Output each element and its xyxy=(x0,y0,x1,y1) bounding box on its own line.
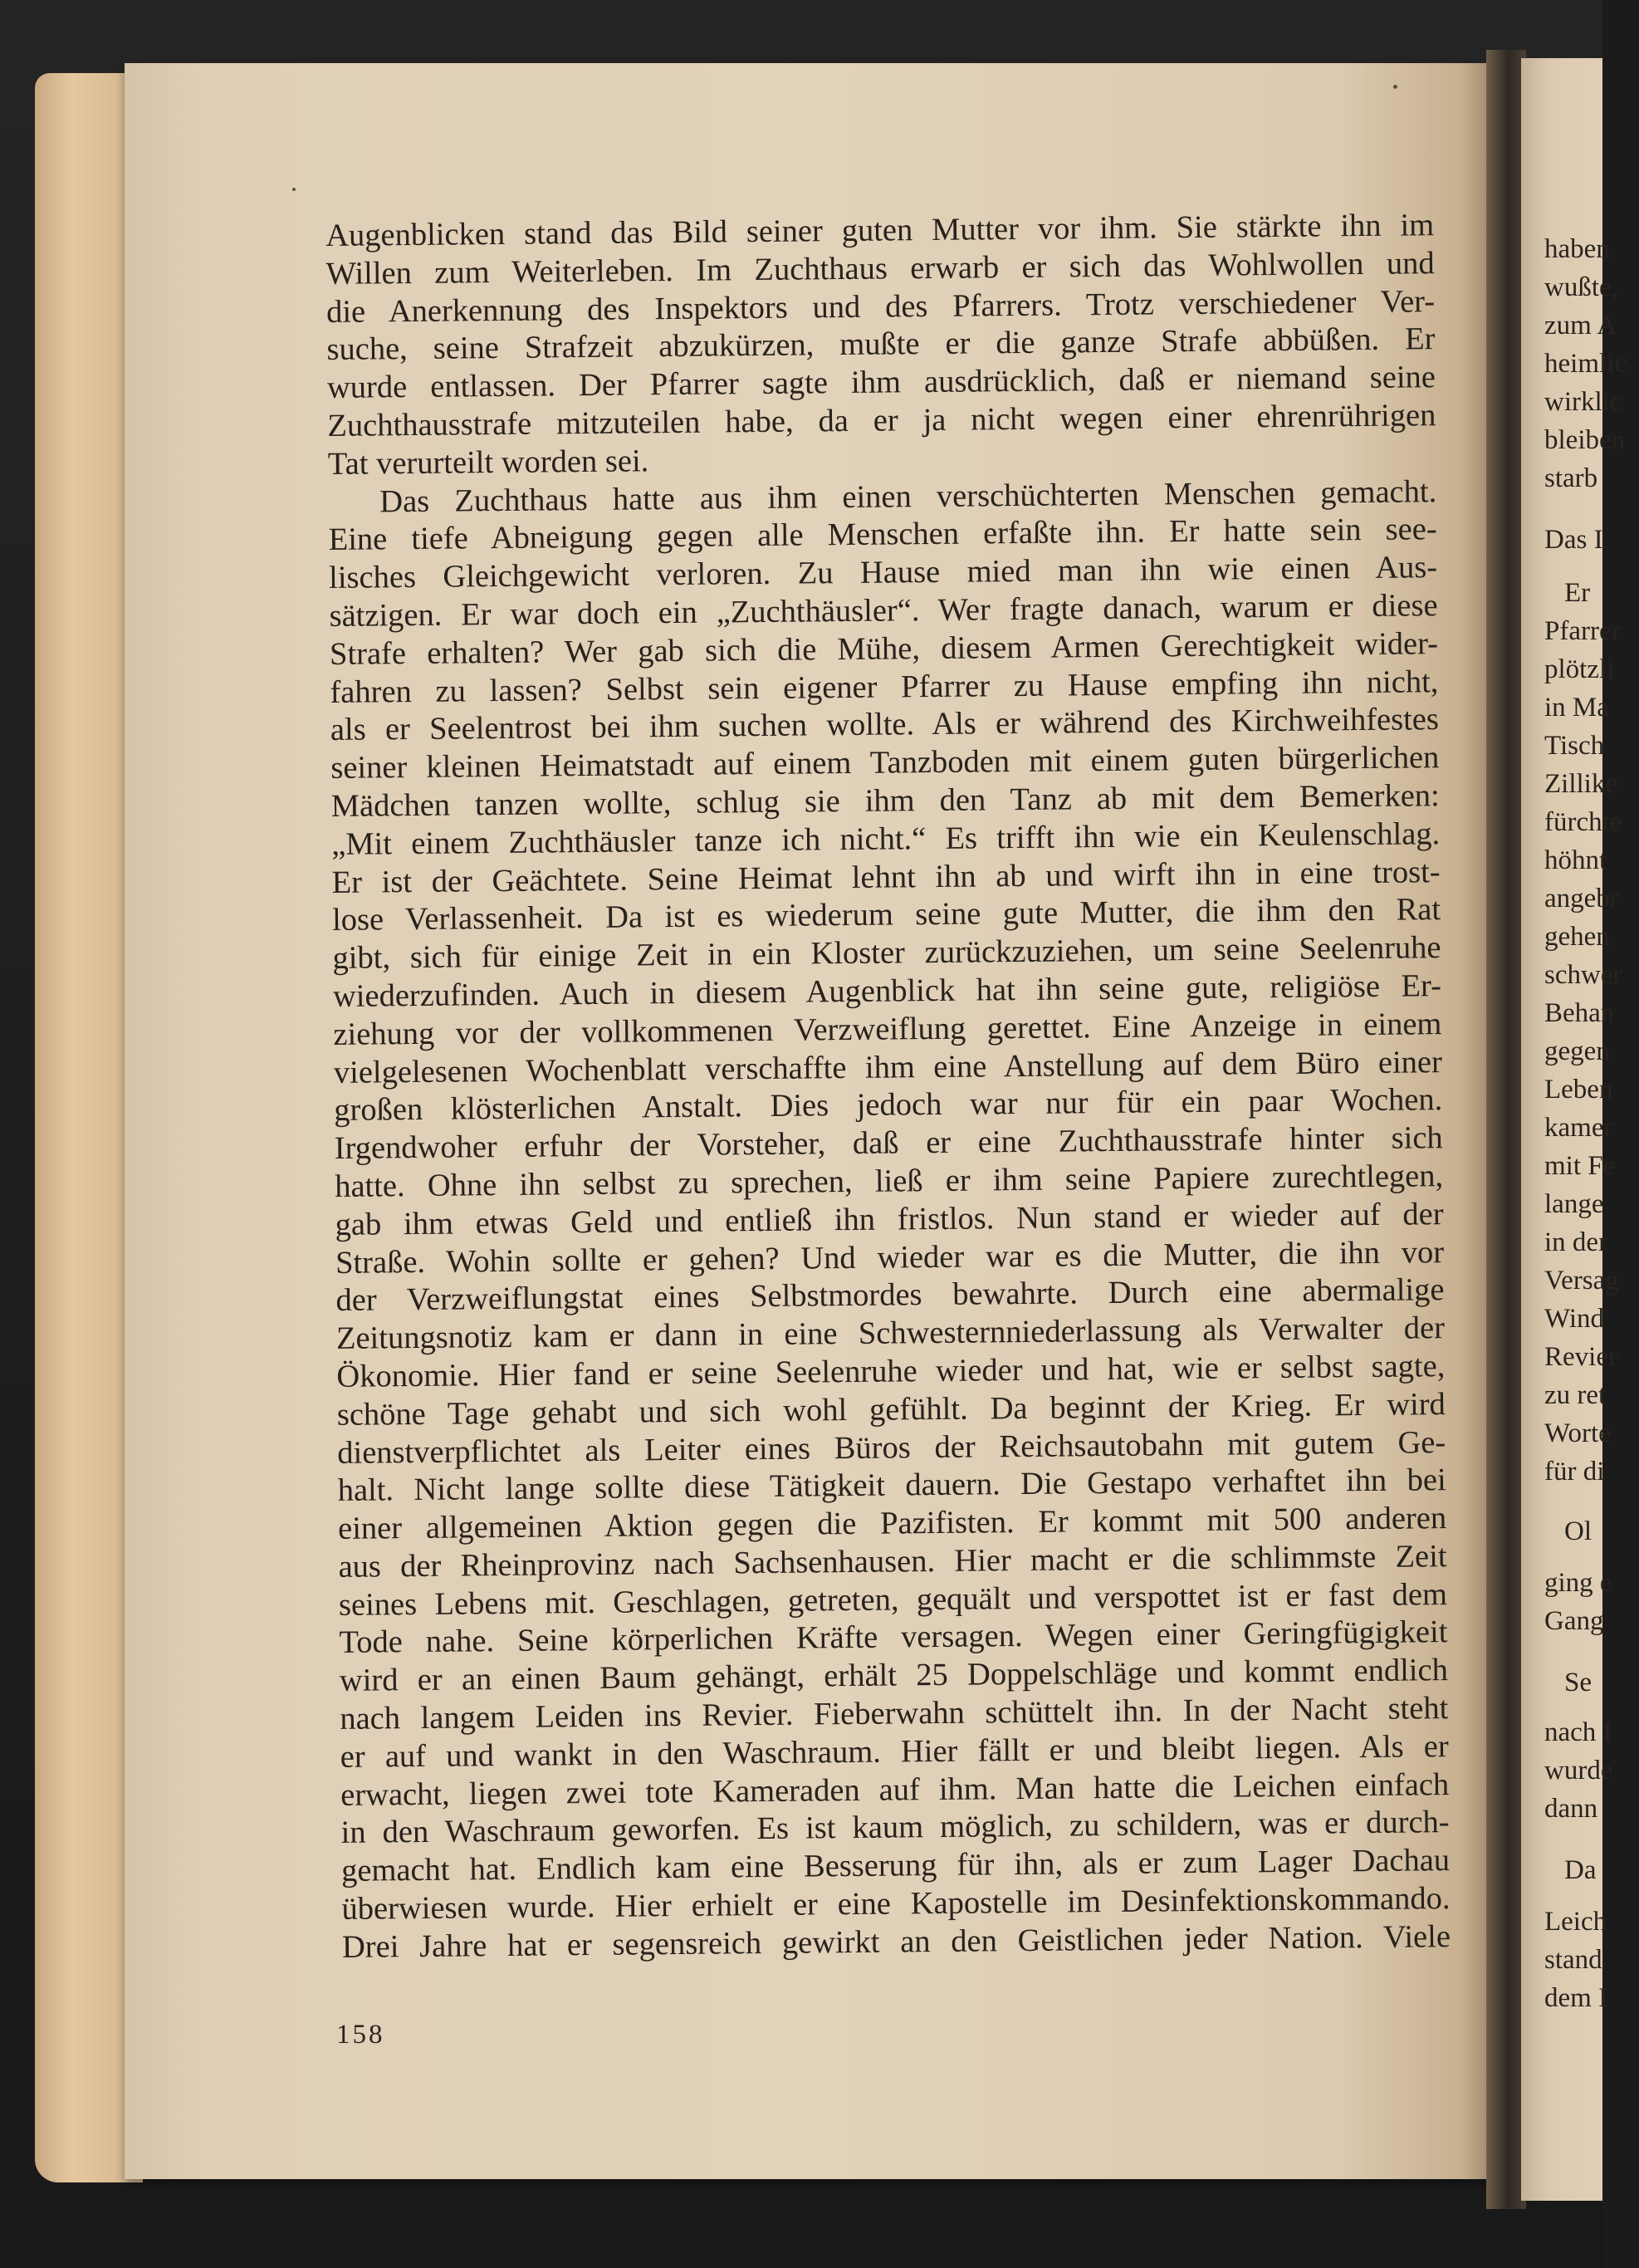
facing-page-text-fragment: für di xyxy=(1544,1457,1605,1487)
text-line: aus der Rheinprovinz nach Sachsenhausen. Hier macht er die schlimmste Zeit xyxy=(338,1539,1447,1585)
text-line: Willen zum Weiterleben. Im Zuchthaus erwarb er sich das Wohlwollen und xyxy=(325,245,1435,291)
text-line: wird er an einen Baum gehängt, erhält 25 Doppelschläge und kommt endlich xyxy=(339,1653,1449,1699)
text-line: seines Lebens mit. Geschlagen, getreten, gequält und verspottet ist er fast dem xyxy=(338,1576,1448,1623)
text-line: ziehung vor der vollkommenen Verzweiflung gerettet. Eine Anzeige in einem xyxy=(333,1006,1442,1052)
facing-page-text-fragment: Versag xyxy=(1544,1266,1619,1296)
text-line: Zeitungsnotiz kam er dann in eine Schwesternniederlassung als Verwalter der xyxy=(335,1310,1446,1357)
text-line: hatte. Ohne ihn selbst zu sprechen, ließ er ihm seine Papiere zurechtlegen, xyxy=(334,1158,1444,1204)
facing-page-text-fragment: in der xyxy=(1544,1227,1608,1257)
text-line: halt. Nicht lange sollte diese Tätigkeit dauern. Die Gestapo verhaftet ihn bei xyxy=(337,1462,1446,1509)
facing-page-text-fragment: heimlic xyxy=(1544,349,1627,379)
facing-page-text-fragment: Worte xyxy=(1544,1418,1611,1448)
text-line: Straße. Wohin sollte er gehen? Und wieder war es die Mutter, die ihn vor xyxy=(335,1234,1445,1281)
facing-page-text-fragment: schwer xyxy=(1544,960,1622,990)
facing-page-text-fragment: plötzli xyxy=(1544,654,1615,684)
text-line: in den Waschraum geworfen. Es ist kaum möglich, zu schildern, was er durch- xyxy=(340,1805,1450,1851)
facing-page-text-fragment: Das I xyxy=(1544,525,1603,555)
text-line: wiederzufinden. Auch in diesem Augenblick hat ihn seine gute, religiöse Er- xyxy=(332,968,1442,1014)
facing-page-text-fragment: dann xyxy=(1544,1794,1598,1824)
book-gutter xyxy=(1486,50,1526,2209)
text-line: „Mit einem Zuchthäusler tanze ich nicht.“ Es trifft ihn wie ein Keulenschlag. xyxy=(331,816,1441,862)
facing-page-text-fragment: dem I xyxy=(1544,1983,1608,2013)
text-line: erwacht, liegen zwei tote Kameraden auf ihm. Man hatte die Leichen einfach xyxy=(340,1766,1450,1813)
ink-speck xyxy=(1393,85,1397,89)
text-line: als er Seelentrost bei ihm suchen wollte. Als er während des Kirchweihfestes xyxy=(330,702,1440,748)
body-text xyxy=(325,207,1451,1967)
text-line: lose Verlassenheit. Da ist es wiederum seine gute Mutter, die ihm den Rat xyxy=(331,892,1441,938)
text-line: Er ist der Geächtete. Seine Heimat lehnt ihn ab und wirft ihn in eine trost- xyxy=(331,854,1441,900)
text-line: der Verzweiflungstat eines Selbstmordes bewahrte. Durch eine abermalige xyxy=(335,1272,1445,1319)
text-line: Eine tiefe Abneigung gegen alle Menschen erfaßte ihn. Er hatte sein see- xyxy=(328,512,1437,558)
facing-page-text-fragment: Er xyxy=(1564,578,1591,608)
text-line: schöne Tage gehabt und sich wohl gefühlt. Da beginnt der Krieg. Er wird xyxy=(336,1386,1446,1433)
facing-page-text-fragment: zum A xyxy=(1544,311,1617,340)
text-line: vielgelesenen Wochenblatt verschaffte ihm eine Anstellung auf dem Büro einer xyxy=(333,1044,1443,1090)
facing-page-text-fragment: wirklic xyxy=(1544,387,1622,417)
ink-speck xyxy=(292,188,296,191)
text-line: Irgendwoher erfuhr der Vorsteher, daß er eine Zuchthausstrafe hinter sich xyxy=(334,1120,1443,1167)
text-line: Strafe erhalten? Wer gab sich die Mühe, diesem Armen Gerechtigkeit wider- xyxy=(329,625,1439,672)
facing-page-text-fragment: haben xyxy=(1544,234,1610,264)
facing-page-text-fragment: Pfarrer xyxy=(1544,616,1621,646)
facing-page-text-fragment: Gang xyxy=(1544,1606,1604,1636)
text-line: gibt, sich für einige Zeit in ein Kloster zurückzuziehen, um seine Seelenruhe xyxy=(332,930,1441,977)
facing-page-text-fragment: Tisch xyxy=(1544,731,1605,761)
facing-page-text-fragment: gehen xyxy=(1544,922,1610,952)
facing-page-text-fragment: wußte, xyxy=(1544,272,1618,302)
facing-page-text-fragment: ging e xyxy=(1544,1568,1612,1598)
text-line: überwiesen wurde. Hier erhielt er eine Kapostelle im Desinfektionskommando. xyxy=(341,1881,1451,1927)
text-line: Zuchthausstrafe mitzuteilen habe, da er ja nicht wegen einer ehrenrührigen xyxy=(327,398,1436,443)
text-line: Tode nahe. Seine körperlichen Kräfte versagen. Wegen einer Geringfügigkeit xyxy=(339,1614,1448,1661)
text-line: Ökonomie. Hier fand er seine Seelenruhe wieder und hat, wie er selbst sagte, xyxy=(336,1349,1446,1394)
facing-page-text-fragment: wurde xyxy=(1544,1756,1613,1785)
facing-page-text-fragment: starb xyxy=(1544,463,1598,493)
facing-page-text-fragment: höhnt xyxy=(1544,845,1607,875)
facing-page-text-fragment: Behan xyxy=(1544,998,1615,1028)
page-number: 158 xyxy=(336,2020,385,2050)
facing-page-text-fragment: in Ma xyxy=(1544,693,1609,723)
text-line: lisches Gleichgewicht verloren. Zu Hause mied man ihn wie einen Aus- xyxy=(328,550,1438,596)
text-line: Tat verurteilt worden sei. xyxy=(327,443,649,482)
paragraph-start-line: Das Zuchthaus hatte aus ihm einen verschüchterten Menschen gemacht. xyxy=(379,473,1437,519)
text-line: dienstverpflichtet als Leiter eines Büros der Reichsautobahn mit gutem Ge- xyxy=(337,1424,1446,1471)
text-line: Augenblicken stand das Bild seiner guten Mutter vor ihm. Sie stärkte ihn im xyxy=(325,208,1435,253)
text-line: Mädchen tanzen wollte, schlug sie ihm den Tanz ab mit dem Bemerken: xyxy=(330,778,1440,824)
text-line: Drei Jahre hat er segensreich gewirkt an den Geistlichen jeder Nation. Viele xyxy=(341,1918,1451,1965)
facing-page-text-fragment: Zillike xyxy=(1544,769,1617,799)
text-line: einer allgemeinen Aktion gegen die Pazifisten. Er kommt mit 500 anderen xyxy=(337,1501,1447,1547)
text-line: er auf und wankt in den Waschraum. Hier fällt er und bleibt liegen. Als er xyxy=(340,1728,1449,1775)
facing-page-text-fragment: Ol xyxy=(1564,1516,1592,1546)
facing-page-text-fragment: Leich xyxy=(1544,1907,1607,1937)
text-line: gab ihm etwas Geld und entließ ihn fristlos. Nun stand er wieder auf der xyxy=(335,1196,1444,1242)
text-line: gemacht hat. Endlich kam eine Besserung für ihn, als er zum Lager Dachau xyxy=(340,1843,1451,1889)
text-line: seiner kleinen Heimatstadt auf einem Tanzboden mit einem guten bürgerlichen xyxy=(330,740,1440,786)
next-page-edge xyxy=(1521,58,1627,2201)
text-line: fahren zu lassen? Selbst sein eigener Pfarrer zu Hause empfing ihn nicht, xyxy=(330,664,1439,710)
facing-page-text-fragment: Leben xyxy=(1544,1075,1613,1105)
facing-page-text-fragment: zu ret xyxy=(1544,1380,1607,1410)
facing-page-text-fragment: mit Fe xyxy=(1544,1151,1616,1181)
facing-page-text-fragment: bleiben xyxy=(1544,425,1626,455)
facing-page-text-fragment: Se xyxy=(1564,1668,1592,1697)
facing-page-text-fragment: angebr xyxy=(1544,884,1619,914)
text-line: die Anerkennung des Inspektors und des Pfarrers. Trotz verschiedener Ver- xyxy=(325,283,1436,330)
facing-page-text-fragment: Wind xyxy=(1544,1304,1604,1334)
facing-page-text-fragment: lange xyxy=(1544,1189,1604,1219)
facing-page-text-fragment: stand xyxy=(1544,1945,1602,1975)
text-line: großen klösterlichen Anstalt. Dies jedoch war nur für ein paar Wochen. xyxy=(334,1082,1443,1129)
facing-page-text-fragment: nach I xyxy=(1544,1717,1612,1747)
text-line: sätzigen. Er war doch ein „Zuchthäusler“. Wer fragte danach, warum er diese xyxy=(329,588,1438,634)
text-line: nach langem Leiden ins Revier. Fieberwahn schüttelt ihn. In der Nacht steht xyxy=(340,1691,1449,1737)
text-line: suche, seine Strafzeit abzukürzen, mußte er die ganze Strafe abbüßen. Er xyxy=(326,321,1436,368)
facing-page-text-fragment: kamer xyxy=(1544,1113,1613,1143)
facing-page-text-fragment: fürchte xyxy=(1544,807,1622,837)
facing-page-text-fragment: Revier xyxy=(1544,1342,1617,1372)
facing-page-text-fragment: gegen xyxy=(1544,1036,1610,1066)
facing-page-text-fragment: Da xyxy=(1564,1855,1597,1885)
text-line: wurde entlassen. Der Pfarrer sagte ihm ausdrücklich, daß er niemand seine xyxy=(326,360,1436,406)
